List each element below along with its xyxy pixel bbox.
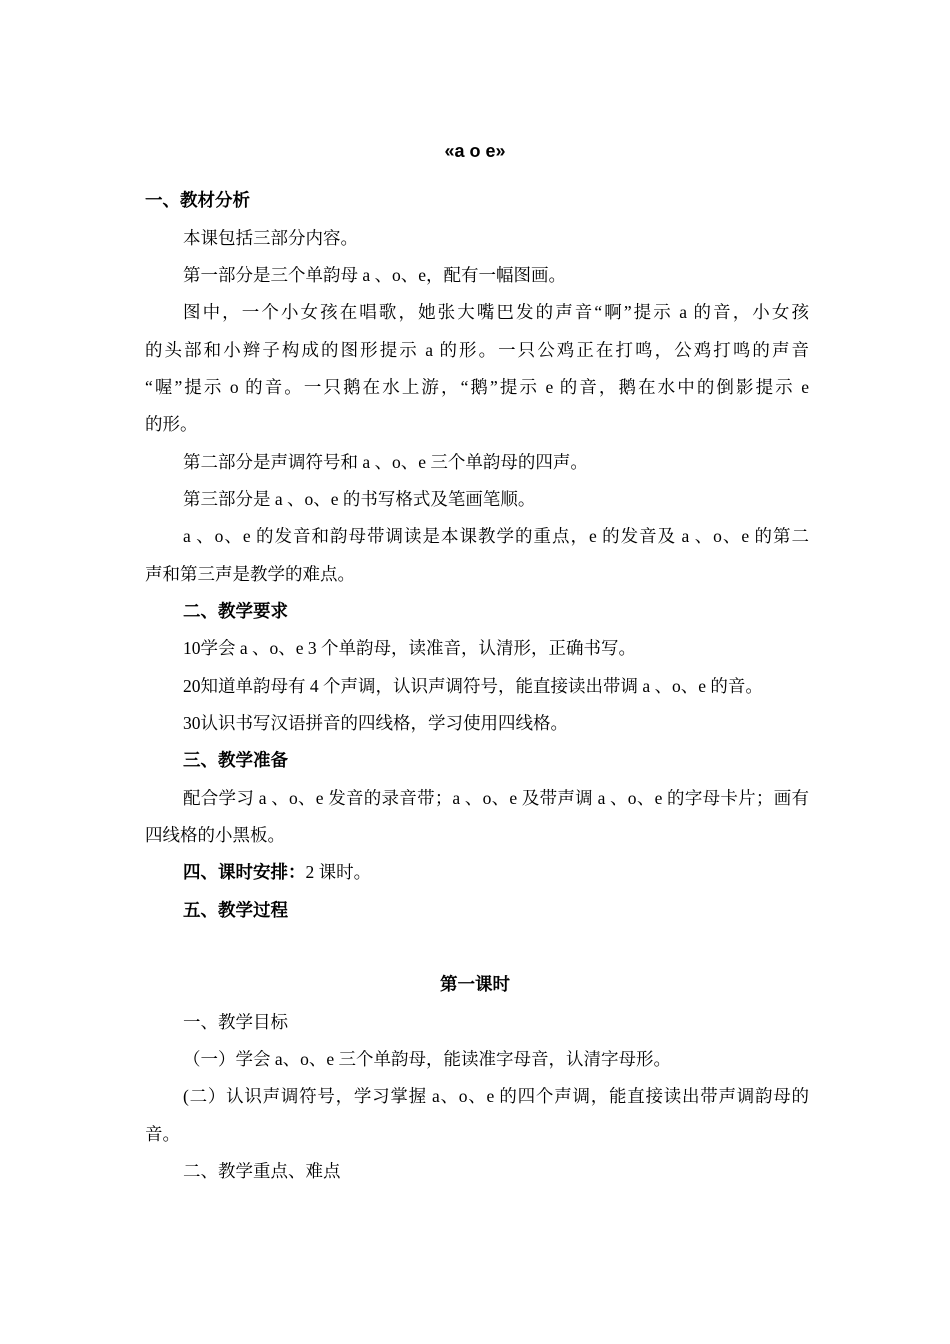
paragraph-line: 的头部和小辫子构成的图形提示 a 的形。一只公鸡正在打鸣，公鸡打鸣的声音 (145, 340, 809, 360)
paragraph-line: 配合学习 a 、o、e 发音的录音带；a 、o、e 及带声调 a 、o、e 的字母卡片；画有 (183, 788, 809, 808)
paragraph-line: 的形。 (145, 414, 198, 434)
paragraph-line: 声和第三声是教学的难点。 (145, 564, 355, 584)
paragraph: 第二部分是声调符号和 a 、o、e 三个单韵母的四声。 (183, 452, 588, 472)
subheading: 一、教学目标 (183, 1012, 288, 1032)
paragraph-line: a 、o、e 的发音和韵母带调读是本课教学的重点，e 的发音及 a 、o、e 的第二 (183, 526, 809, 546)
section-heading-2: 二、教学要求 (183, 601, 288, 621)
section-heading-4: 四、课时安排： (183, 862, 306, 882)
section-heading-5: 五、教学过程 (183, 900, 288, 920)
paragraph-line: “喔”提示 o 的音。一只鹅在水上游，“鹅”提示 e 的音，鹅在水中的倒影提示 e (145, 377, 809, 397)
paragraph: 第三部分是 a 、o、e 的书写格式及笔画笔顺。 (183, 489, 536, 509)
goal-item-line: 音。 (145, 1124, 180, 1144)
section-heading-1: 一、教材分析 (145, 190, 250, 210)
paragraph: 本课包括三部分内容。 (183, 228, 358, 248)
schedule-value: 2 课时。 (305, 862, 372, 882)
goal-item: （一）学会 a、o、e 三个单韵母，能读准字母音，认清字母形。 (183, 1049, 672, 1069)
subheading: 二、教学重点、难点 (183, 1161, 341, 1181)
section-heading-3: 三、教学准备 (183, 750, 288, 770)
lesson-heading: 第一课时 (440, 974, 510, 994)
paragraph: 第一部分是三个单韵母 a 、o、e，配有一幅图画。 (183, 265, 567, 285)
goal-item-line: (二）认识声调符号，学习掌握 a、o、e 的四个声调，能直接读出带声调韵母的 (183, 1086, 809, 1106)
document-title: «a o e» (444, 141, 506, 161)
list-item: 20知道单韵母有 4 个声调，认识声调符号，能直接读出带调 a 、o、e 的音。 (183, 676, 763, 696)
paragraph-line: 图中，一个小女孩在唱歌，她张大嘴巴发的声音“啊”提示 a 的音，小女孩 (183, 302, 809, 322)
schedule-line (183, 860, 809, 884)
paragraph-line: 四线格的小黑板。 (145, 825, 285, 845)
list-item: 30认识书写汉语拼音的四线格，学习使用四线格。 (183, 713, 568, 733)
list-item: 10学会 a 、o、e 3 个单韵母，读准音，认清形，正确书写。 (183, 638, 637, 658)
